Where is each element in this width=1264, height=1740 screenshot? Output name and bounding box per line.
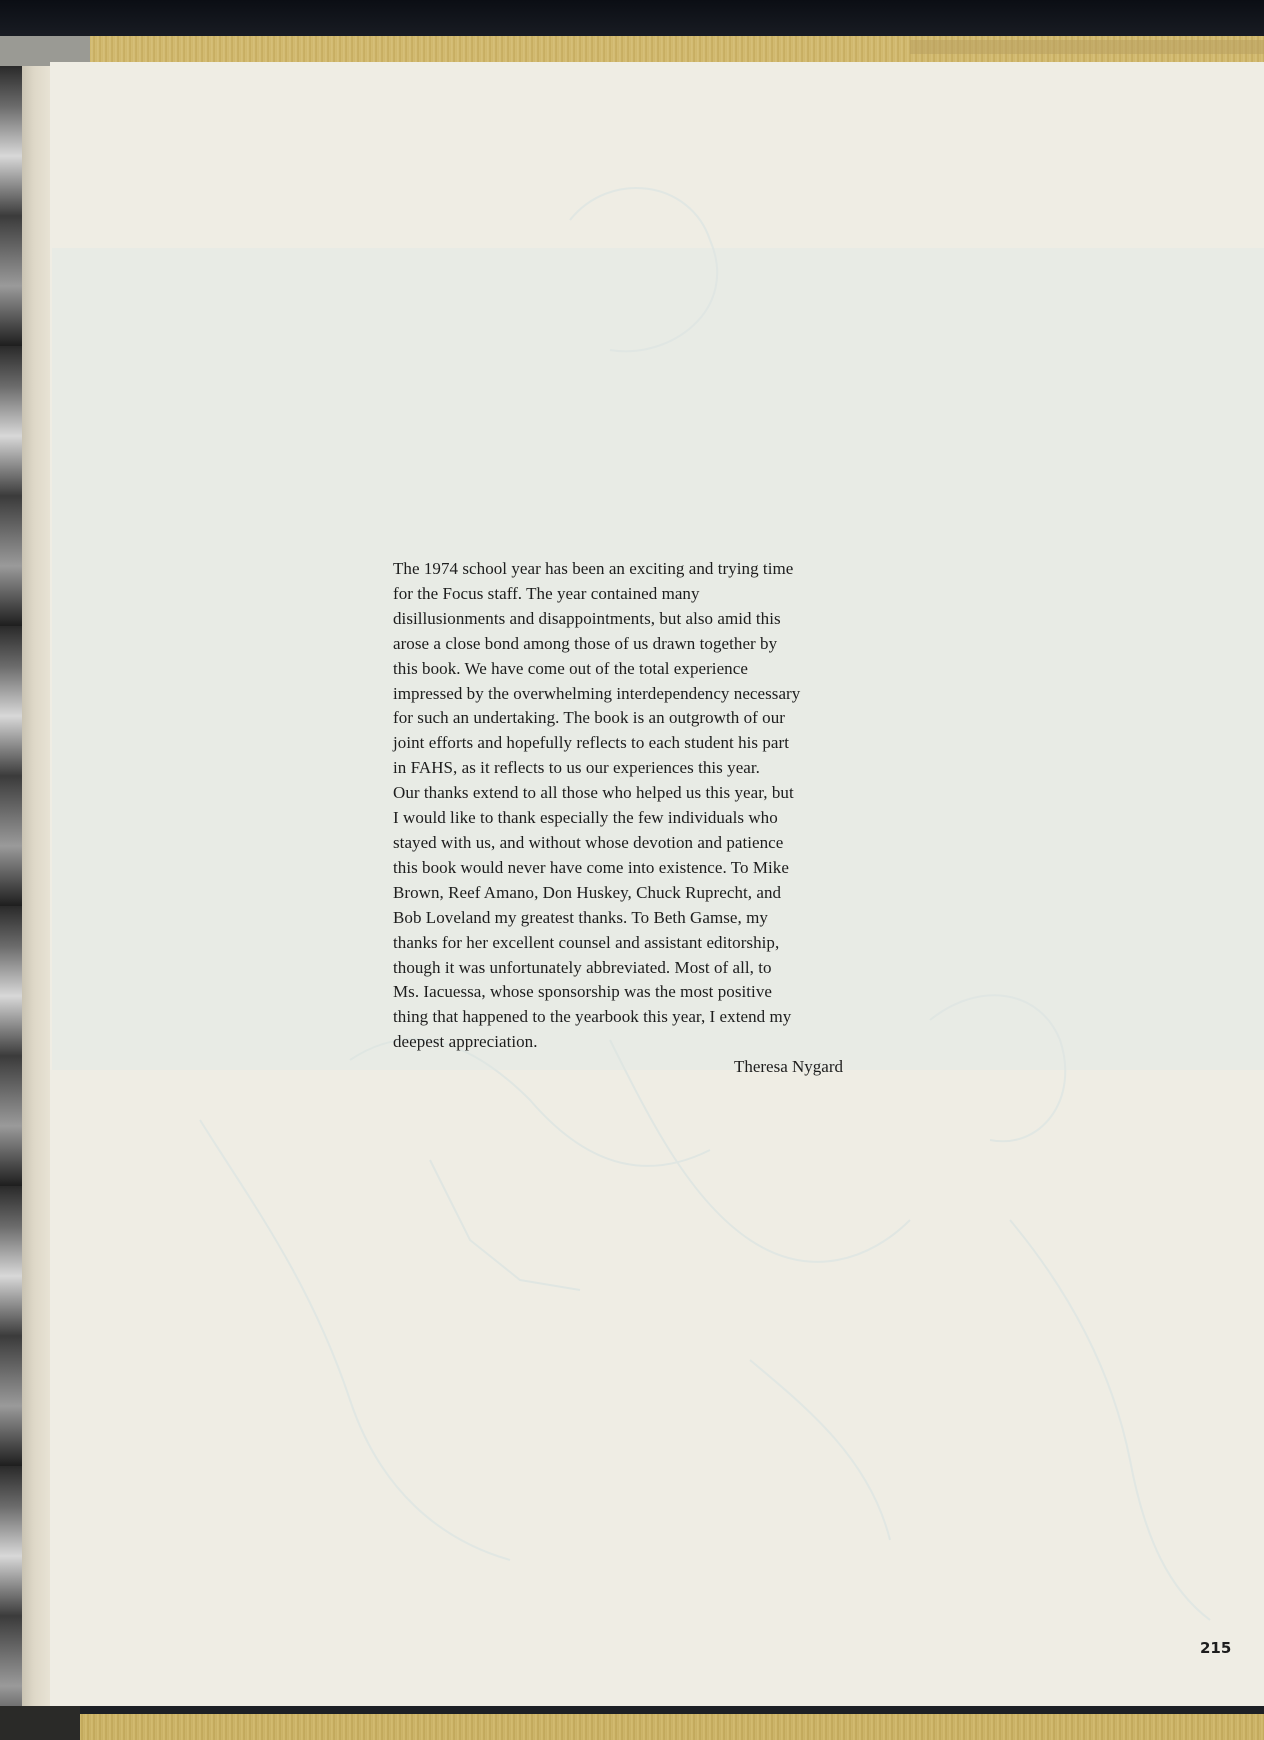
letter-line: Brown, Reef Amano, Don Huskey, Chuck Ruprecht, and (393, 882, 782, 902)
letter-line: impressed by the overwhelming interdependency necessary (393, 683, 801, 703)
book-gutter (22, 66, 52, 1710)
letter-line: for such an undertaking. The book is an outgrowth of our (393, 708, 785, 728)
page-bottom-edge (0, 1706, 1264, 1714)
letter-line: this book. We have come out of the total experience (393, 658, 748, 678)
letter-line: for the Focus staff. The year contained many (393, 583, 700, 603)
cover-cloth-highlight (910, 40, 1264, 54)
letter-line: arose a close bond among those of us drawn together by (393, 633, 778, 653)
letter-line: though it was unfortunately abbreviated. Most of all, to (393, 957, 772, 977)
letter-line: Our thanks extend to all those who helped us this year, but (393, 783, 794, 803)
letter-line: this book would never have come into existence. To Mike (393, 857, 789, 877)
acknowledgement-letter (393, 557, 853, 1055)
letter-line: thanks for her excellent counsel and assistant editorship, (393, 932, 780, 952)
letter-line: Bob Loveland my greatest thanks. To Beth Gamse, my (393, 907, 768, 927)
cover-corner (0, 1706, 80, 1740)
letter-line: stayed with us, and without whose devotion and patience (393, 832, 784, 852)
signature: Theresa Nygard (733, 1057, 843, 1076)
letter-line: in FAHS, as it reflects to us our experiences this year. (393, 758, 760, 778)
page-number: 215 (1200, 1639, 1232, 1657)
letter-line: disillusionments and disappointments, but also amid this (393, 608, 781, 628)
letter-line: thing that happened to the yearbook this year, I extend my (393, 1007, 792, 1027)
letter-line: deepest appreciation. (393, 1032, 538, 1052)
letter-line: I would like to thank especially the few individuals who (393, 808, 778, 828)
scanner-background (0, 0, 1264, 40)
letter-line: The 1974 school year has been an exciting and trying time (393, 559, 794, 578)
letter-line: Ms. Iacuessa, whose sponsorship was the most positive (393, 982, 772, 1002)
letter-line: joint efforts and hopefully reflects to each student his part (393, 733, 789, 753)
